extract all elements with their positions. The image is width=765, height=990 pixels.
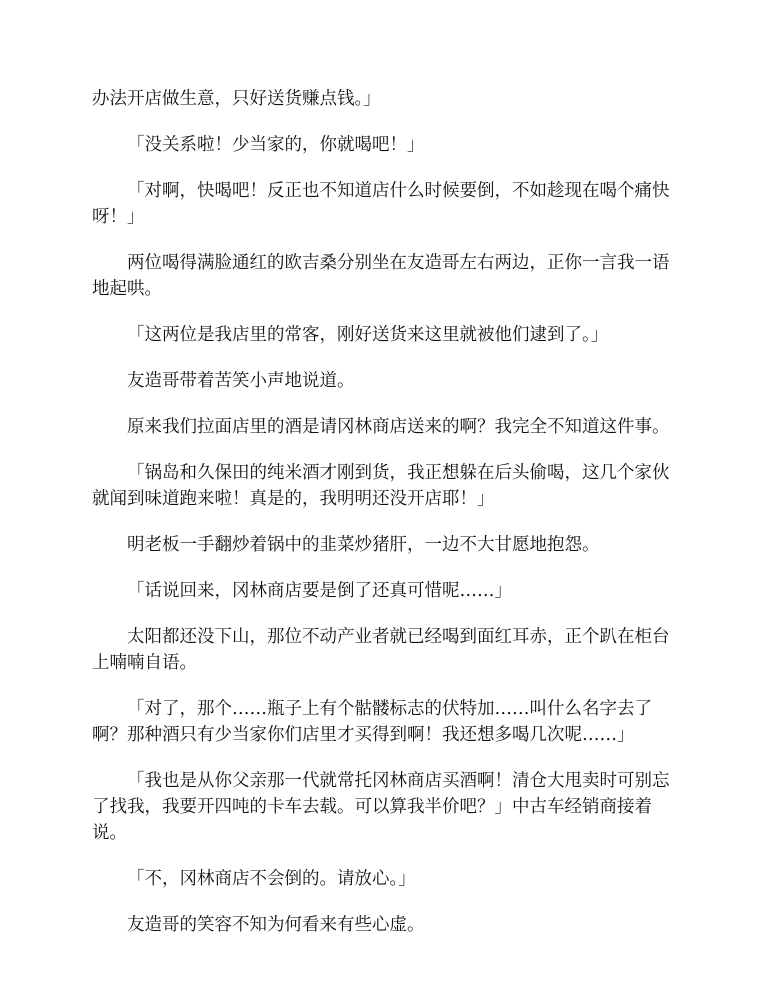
paragraph-12: 「对了，那个……瓶子上有个骷髅标志的伏特加……叫什么名字去了啊？那种酒只有少当家你们店里才买得到啊！我还想多喝几次呢……」: [92, 699, 652, 745]
paragraph-2: 「没关系啦！少当家的，你就喝吧！」: [127, 135, 425, 155]
paragraph-13: 「我也是从你父亲那一代就常托冈林商店买酒啊！清仓大甩卖时可别忘了找我，我要开四吨的卡车去载。可以算我半价吧？」中古车经销商接着说。: [92, 771, 670, 843]
paragraph-3: 「对啊，快喝吧！反正也不知道店什么时候要倒，不如趁现在喝个痛快呀！」: [92, 181, 670, 227]
paragraph-9: 明老板一手翻炒着锅中的韭菜炒猪肝，一边不大甘愿地抱怨。: [127, 535, 600, 555]
paragraph-11: 太阳都还没下山，那位不动产业者就已经喝到面红耳赤，正个趴在柜台上喃喃自语。: [92, 627, 670, 673]
paragraph-10: 「话说回来，冈林商店要是倒了还真可惜呢……」: [127, 581, 512, 601]
document-page: [92, 86, 674, 958]
paragraph-8: 「锅岛和久保田的纯米酒才刚到货，我正想躲在后头偷喝，这几个家伙就闻到味道跑来啦！真是的，我明明还没开店耶！」: [92, 463, 670, 509]
paragraph-14: 「不，冈林商店不会倒的。请放心。」: [127, 869, 416, 889]
paragraph-5: 「这两位是我店里的常客，刚好送货来这里就被他们逮到了。」: [127, 325, 609, 345]
paragraph-4: 两位喝得满脸通红的欧吉桑分别坐在友造哥左右两边，正你一言我一语地起哄。: [92, 253, 670, 299]
paragraph-6: 友造哥带着苦笑小声地说道。: [127, 371, 355, 391]
paragraph-7: 原来我们拉面店里的酒是请冈林商店送来的啊？我完全不知道这件事。: [127, 417, 670, 437]
paragraph-15: 友造哥的笑容不知为何看来有些心虚。: [127, 915, 425, 935]
paragraph-1: 办法开店做生意，只好送货赚点钱。」: [92, 89, 381, 109]
